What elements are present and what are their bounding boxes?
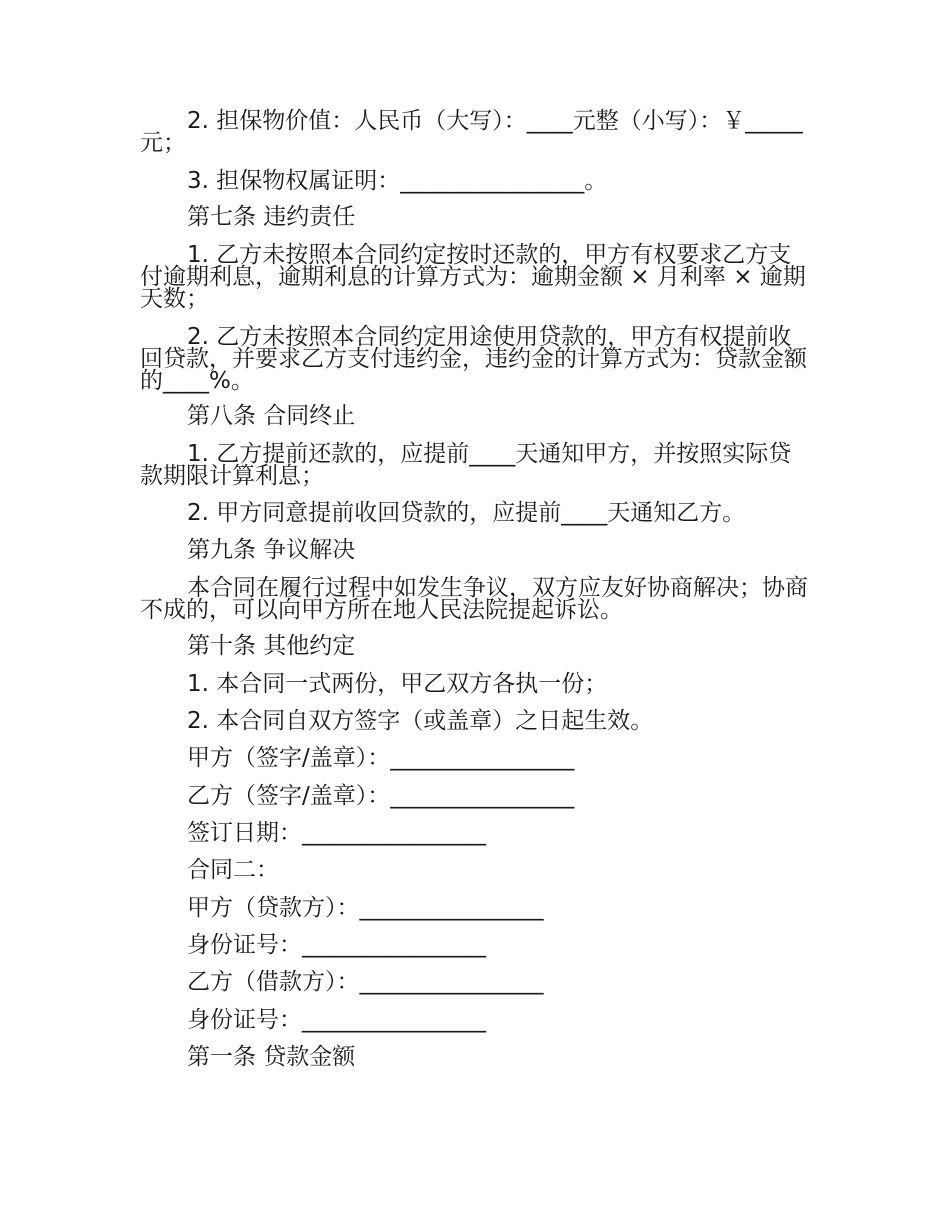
article-9-heading: 第九条 争议解决	[187, 537, 356, 563]
collateral-ownership-clause: 3. 担保物权属证明：________________。	[187, 168, 608, 194]
article-8-clause-2: 2. 甲方同意提前收回贷款的，应提前____天通知乙方。	[187, 500, 746, 526]
article-1-heading: 第一条 贷款金额	[187, 1044, 356, 1070]
article-9-clause: 本合同在履行过程中如发生争议，双方应友好协商解决；协商不成的，可以向甲方所在地人民法院提起诉讼。	[140, 575, 808, 623]
article-10-clause-1: 1. 本合同一式两份，甲乙双方各执一份；	[187, 671, 608, 697]
party-b-signature-line: 乙方（签字/盖章）：________________	[187, 783, 575, 809]
article-7-clause-1: 1. 乙方未按照本合同约定按时还款的，甲方有权要求乙方支付逾期利息，逾期利息的计算方式为：逾期金额 × 月利率 × 逾期天数；	[140, 242, 806, 312]
article-8-heading: 第八条 合同终止	[187, 403, 356, 429]
article-10-heading: 第十条 其他约定	[187, 633, 356, 659]
lender-line: 甲方（贷款方）：________________	[187, 895, 544, 921]
borrower-line: 乙方（借款方）：________________	[187, 969, 544, 995]
party-a-signature-line: 甲方（签字/盖章）：________________	[187, 745, 575, 771]
signing-date-line: 签订日期：________________	[187, 820, 486, 846]
article-8-clause-1: 1. 乙方提前还款的，应提前____天通知甲方，并按照实际贷款期限计算利息；	[140, 441, 792, 489]
article-7-clause-2: 2. 乙方未按照本合同约定用途使用贷款的，甲方有权提前收回贷款，并要求乙方支付违约金，违约金的计算方式为：贷款金额的____%。	[140, 324, 807, 394]
contract-two-heading: 合同二：	[187, 857, 279, 883]
lender-id-line: 身份证号：________________	[187, 932, 486, 958]
collateral-value-clause: 2. 担保物价值：人民币（大写）：____元整（小写）：￥_____元；	[140, 108, 803, 156]
article-10-clause-2: 2. 本合同自双方签字（或盖章）之日起生效。	[187, 708, 654, 734]
borrower-id-line: 身份证号：________________	[187, 1007, 486, 1033]
article-7-heading: 第七条 违约责任	[187, 204, 356, 230]
